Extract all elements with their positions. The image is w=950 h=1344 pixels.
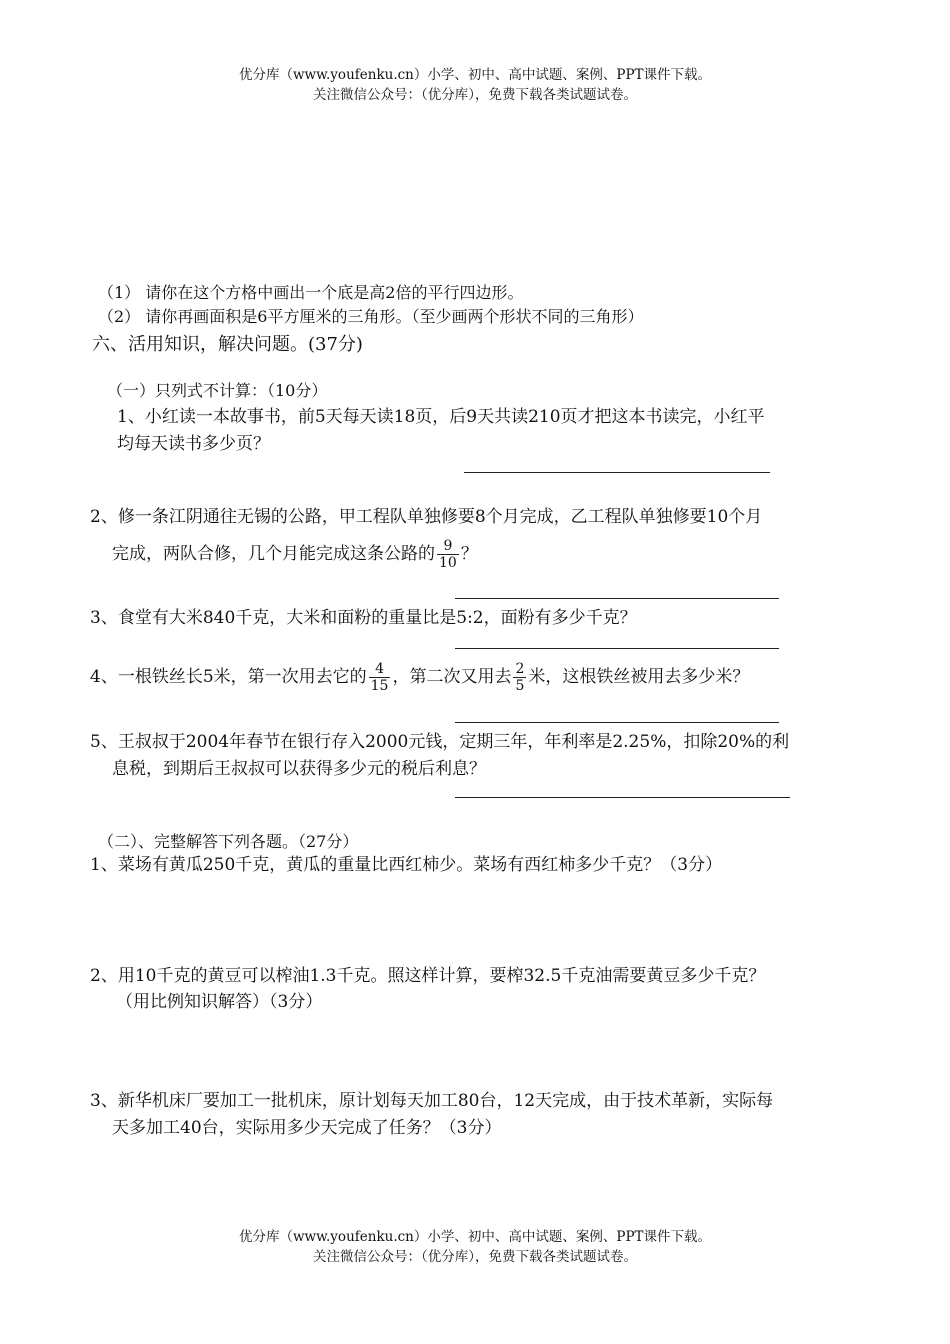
p1-q5-line-1: 5、王叔叔于2004年春节在银行存入2000元钱，定期三年，年利率是2.25%，扣除20%的利 bbox=[90, 732, 790, 752]
p1-q4-text-a: 4、一根铁丝长5米，第一次用去它的 bbox=[90, 667, 367, 687]
p1-q1-line-2: 均每天读书多少页？ bbox=[117, 434, 270, 454]
p1-q2-line-2 bbox=[112, 533, 478, 575]
p1-q3-answer-line bbox=[455, 648, 779, 649]
p1-q2-line-1: 2、修一条江阴通往无锡的公路，甲工程队单独修要8个月完成，乙工程队单独修要10个月 bbox=[90, 507, 763, 527]
header-line-2: 关注微信公众号：（优分库），免费下载各类试题试卷。 bbox=[313, 87, 637, 103]
p1-q3: 3、食堂有大米840千克，大米和面粉的重量比是5:2，面粉有多少千克？ bbox=[90, 608, 637, 628]
p1-q4-fraction-1-numerator: 4 bbox=[375, 661, 385, 677]
part-1-title: （一）只列式不计算：（10分） bbox=[107, 381, 328, 400]
p1-q4-fraction-2 bbox=[513, 661, 526, 694]
p2-q2-line-2: （用比例知识解答）（3分） bbox=[116, 992, 323, 1012]
p1-q4-fraction-1 bbox=[369, 661, 391, 694]
p1-q4-text-c: 米，这根铁丝被用去多少米？ bbox=[528, 667, 750, 687]
p1-q4 bbox=[90, 656, 749, 698]
section-6-title: 六、活用知识，解决问题。(37分) bbox=[92, 334, 363, 355]
p2-q3-line-1: 3、新华机床厂要加工一批机床，原计划每天加工80台，12天完成，由于技术革新，实际每 bbox=[90, 1091, 774, 1111]
grid-task-1: （1） 请你在这个方格中画出一个底是高2倍的平行四边形。 bbox=[98, 283, 524, 302]
p1-q2-answer-line bbox=[455, 598, 779, 599]
footer-line-1: 优分库（www.youfenku.cn）小学、初中、高中试题、案例、PPT课件下载。 bbox=[238, 1229, 712, 1245]
p2-q1: 1、菜场有黄瓜250千克，黄瓜的重量比西红柿少。菜场有西红柿多少千克？（3分） bbox=[90, 855, 723, 875]
p1-q4-text-b: ，第二次又用去 bbox=[392, 667, 512, 687]
p1-q5-line-2: 息税，到期后王叔叔可以获得多少元的税后利息？ bbox=[112, 759, 486, 779]
p1-q2-fraction bbox=[437, 538, 459, 571]
p1-q2-text-a: 完成，两队合修，几个月能完成这条公路的 bbox=[112, 544, 435, 564]
footer-line-2: 关注微信公众号：（优分库），免费下载各类试题试卷。 bbox=[313, 1249, 637, 1265]
p1-q2-text-b: ？ bbox=[460, 544, 478, 564]
grid-task-2: （2） 请你再画面积是6平方厘米的三角形。（至少画两个形状不同的三角形） bbox=[98, 307, 644, 326]
p1-q4-fraction-2-numerator: 2 bbox=[515, 661, 525, 677]
p1-q2-fraction-denominator: 10 bbox=[439, 555, 457, 571]
p1-q5-answer-line bbox=[455, 797, 790, 798]
p1-q1-answer-line bbox=[464, 472, 770, 473]
p2-q3-line-2: 天多加工40台，实际用多少天完成了任务？（3分） bbox=[112, 1118, 502, 1138]
p1-q1-line-1: 1、小红读一本故事书，前5天每天读18页，后9天共读210页才把这本书读完，小红平 bbox=[117, 407, 765, 427]
p1-q4-fraction-1-denominator: 15 bbox=[370, 678, 389, 694]
p1-q4-answer-line bbox=[455, 722, 779, 723]
part-2-title: （二）、完整解答下列各题。（27分） bbox=[98, 832, 359, 851]
header-line-1: 优分库（www.youfenku.cn）小学、初中、高中试题、案例、PPT课件下载。 bbox=[238, 67, 712, 83]
p2-q2-line-1: 2、用10千克的黄豆可以榨油1.3千克。照这样计算，要榨32.5千克油需要黄豆多少千克？ bbox=[90, 966, 766, 986]
p1-q2-fraction-numerator: 9 bbox=[443, 538, 453, 554]
p1-q4-fraction-2-denominator: 5 bbox=[515, 678, 525, 694]
